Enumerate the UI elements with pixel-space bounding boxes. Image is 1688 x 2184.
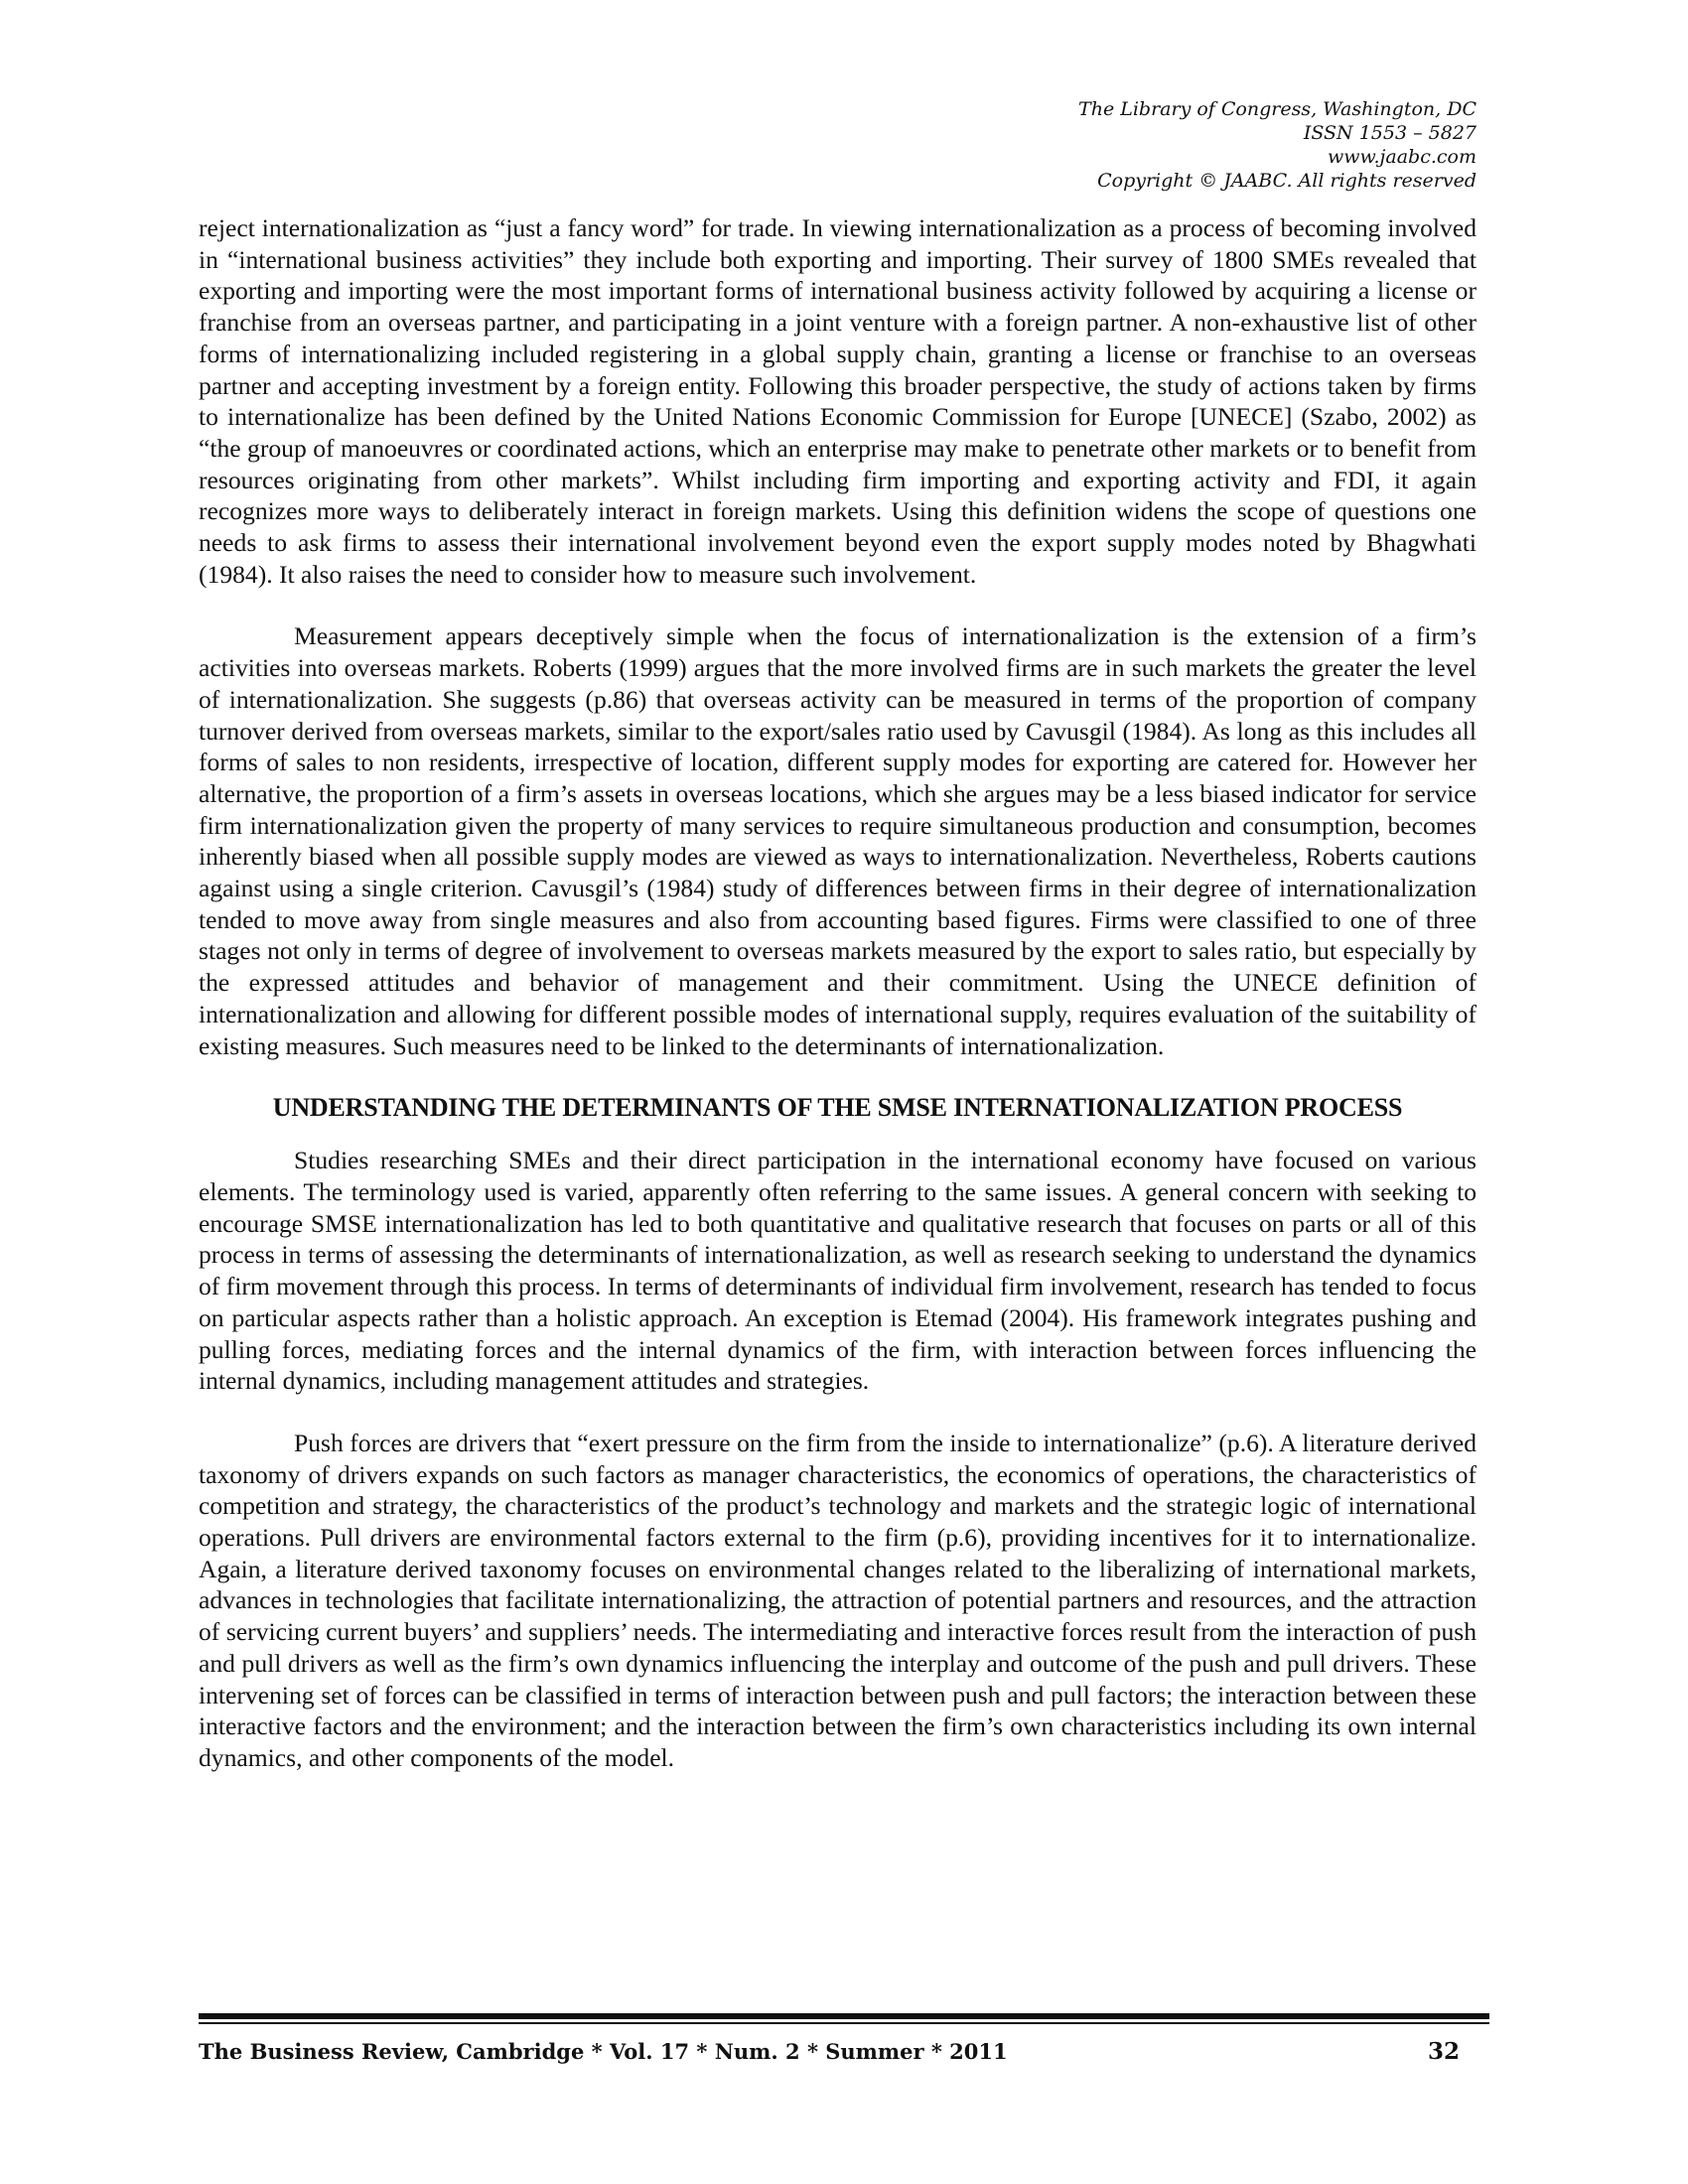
article-body	[199, 212, 1477, 1805]
paragraph-3: Studies researching SMEs and their direct participation in the international economy have focused on various elements. The terminology used is varied, apparently often referring to the same issues. A general concern with seeking to encourage SMSE internationalization has led to both quantitative and qualitative research that focuses on parts or all of this process in terms of assessing the determinants of internationalization, as well as research seeking to understand the dynamics of firm movement through this process. In terms of determinants of individual firm involvement, research has tended to focus on particular aspects rather than a holistic approach. An exception is Etemad (2004). His framework integrates pushing and pulling forces, mediating forces and the internal dynamics of the firm, with interaction between forces influencing the internal dynamics, including management attitudes and strategies.	[199, 1146, 1477, 1396]
header-website: www.jaabc.com	[1327, 146, 1477, 168]
footer-journal-title: The Business Review, Cambridge * Vol. 17 * Num. 2 * Summer * 2011	[199, 2039, 1008, 2064]
footer-rule-thin	[199, 2022, 1489, 2024]
running-header	[781, 97, 1477, 193]
header-issn: ISSN 1553 – 5827	[1303, 122, 1477, 144]
footer-rule-thick	[199, 2013, 1489, 2019]
section-heading: UNDERSTANDING THE DETERMINANTS OF THE SMSE INTERNATIONALIZATION PROCESS	[272, 1093, 1403, 1123]
header-copyright: Copyright © JAABC. All rights reserved	[1097, 170, 1477, 192]
page-number: 32	[1427, 2038, 1460, 2065]
paragraph-2: Measurement appears deceptively simple when the focus of internationalization is the extension of a firm’s activities into overseas markets. Roberts (1999) argues that the more involved firms are in such markets the greater the level of internationalization. She suggests (p.86) that overseas activity can be measured in terms of the proportion of company turnover derived from overseas markets, similar to the export/sales ratio used by Cavusgil (1984). As long as this includes all forms of sales to non residents, irrespective of location, different supply modes for exporting are catered for. However her alternative, the proportion of a firm’s assets in overseas locations, which she argues may be a less biased indicator for service firm internationalization given the property of many services to require simultaneous production and consumption, becomes inherently biased when all possible supply modes are viewed as ways to internationalization. Nevertheless, Roberts cautions against using a single criterion. Cavusgil’s (1984) study of differences between firms in their degree of internationalization tended to move away from single measures and also from accounting based figures. Firms were classified to one of three stages not only in terms of degree of involvement to overseas markets measured by the export to sales ratio, but especially by the expressed attitudes and behavior of management and their commitment. Using the UNECE definition of internationalization and allowing for different possible modes of international supply, requires evaluation of the suitability of existing measures. Such measures need to be linked to the determinants of internationalization.	[199, 621, 1477, 1060]
paragraph-4: Push forces are drivers that “exert pressure on the firm from the inside to internationalize” (p.6). A literature derived taxonomy of drivers expands on such factors as manager characteristics, the economics of operations, the characteristics of competition and strategy, the characteristics of the product’s technology and markets and the strategic logic of international operations. Pull drivers are environmental factors external to the firm (p.6), providing incentives for it to internationalize. Again, a literature derived taxonomy focuses on environmental changes related to the liberalizing of international markets, advances in technologies that facilitate internationalizing, the attraction of potential partners and resources, and the attraction of servicing current buyers’ and suppliers’ needs. The intermediating and interactive forces result from the interaction of push and pull drivers as well as the firm’s own dynamics influencing the interplay and outcome of the push and pull drivers. These intervening set of forces can be classified in terms of interaction between push and pull factors; the interaction between these interactive factors and the environment; and the interaction between the firm’s own characteristics including its own internal dynamics, and other components of the model.	[199, 1428, 1477, 1772]
paragraph-1: reject internationalization as “just a fancy word” for trade. In viewing internationalization as a process of becoming involved in “international business activities” they include both exporting and importing. Their survey of 1800 SMEs revealed that exporting and importing were the most important forms of international business activity followed by acquiring a license or franchise from an overseas partner, and participating in a joint venture with a foreign partner. A non-exhaustive list of other forms of internationalizing included registering in a global supply chain, granting a license or franchise to an overseas partner and accepting investment by a foreign entity. Following this broader perspective, the study of actions taken by firms to internationalize has been defined by the United Nations Economic Commission for Europe [UNECE] (Szabo, 2002) as “the group of manoeuvres or coordinated actions, which an enterprise may make to penetrate other markets or to benefit from resources originating from other markets”. Whilst including firm importing and exporting activity and FDI, it again recognizes more ways to deliberately interact in foreign markets. Using this definition widens the scope of questions one needs to ask firms to assess their international involvement beyond even the export supply modes noted by Bhagwhati (1984). It also raises the need to consider how to measure such involvement.	[199, 213, 1477, 589]
header-library: The Library of Congress, Washington, DC	[1078, 98, 1477, 120]
